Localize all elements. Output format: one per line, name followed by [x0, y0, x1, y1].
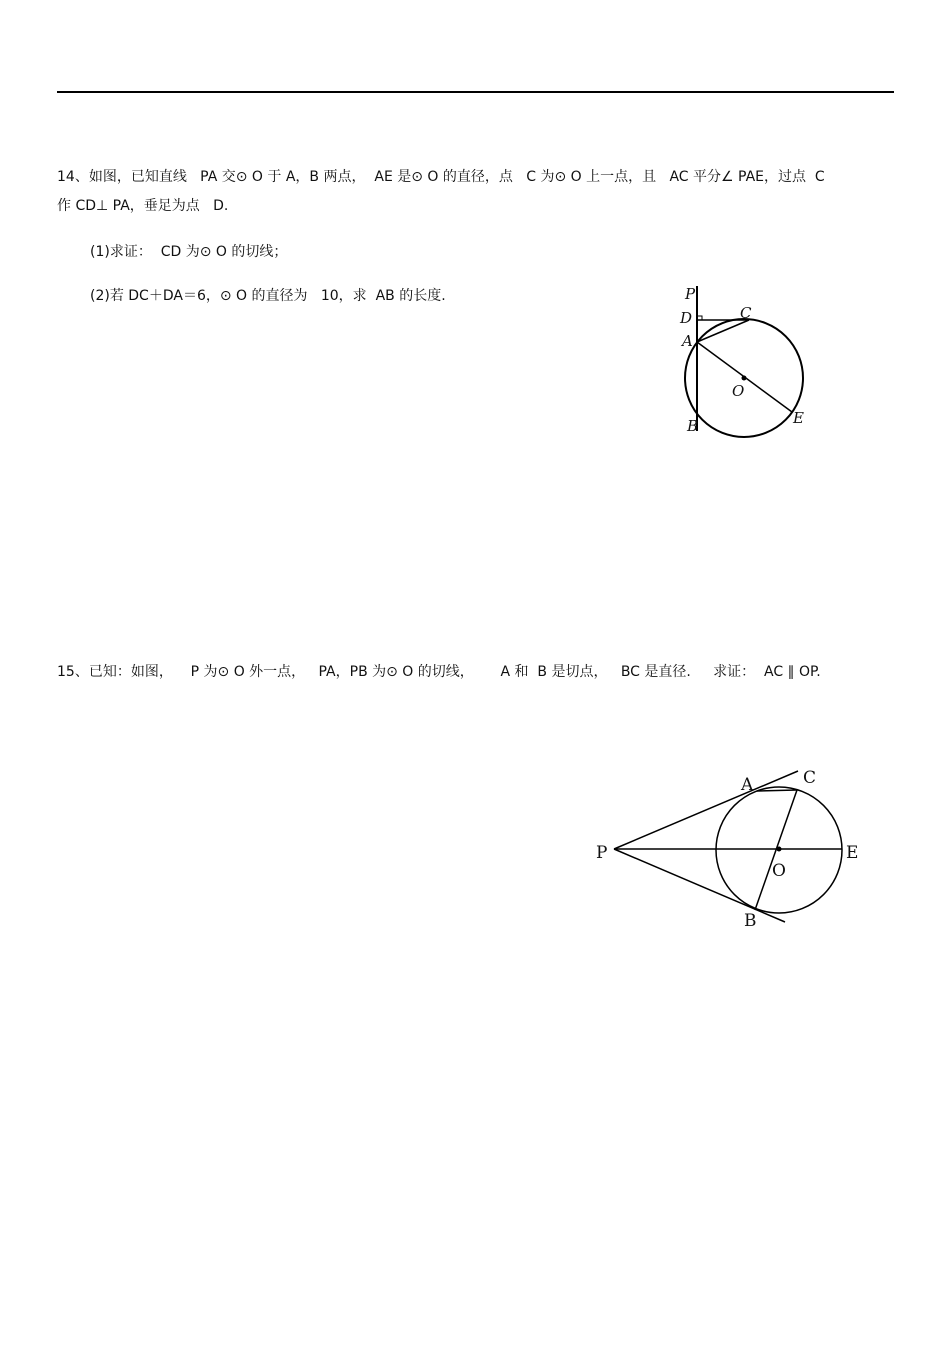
- q14-label-a: A: [682, 332, 693, 350]
- q14-label-p: P: [685, 285, 696, 303]
- q14-text-line1: 14、如图，已知直线 PA 交⊙ O 于 A，B 两点， AE 是⊙ O 的直径，点 C 为⊙ O 上一点，且 AC 平分∠ PAE，过点 C: [57, 169, 825, 185]
- q15-tangent-pb: [614, 849, 785, 922]
- q15-label-c: C: [803, 768, 817, 788]
- q14-label-d: D: [680, 309, 693, 327]
- q15-diameter-bc: [755, 790, 797, 910]
- q15-tangent-pa: [614, 771, 798, 849]
- q14-part2: (2)若 DC＋DA＝6，⊙ O 的直径为 10，求 AB 的长度.: [90, 288, 446, 304]
- q15-label-a: A: [741, 775, 754, 795]
- q15-label-b: B: [744, 911, 757, 931]
- q14-part1: (1)求证： CD 为⊙ O 的切线；: [90, 244, 288, 260]
- q15-label-o: O: [772, 861, 786, 881]
- q15-chord-ac: [757, 790, 797, 791]
- q14-label-c: C: [740, 304, 752, 322]
- q15-label-p: P: [596, 843, 608, 863]
- q14-label-o: O: [732, 382, 745, 400]
- q14-label-b: B: [687, 417, 699, 435]
- q15-label-e: E: [846, 843, 859, 863]
- q14-figure: [670, 280, 820, 440]
- q15-center-dot: [777, 847, 782, 852]
- q14-label-e: E: [793, 409, 804, 427]
- q15-figure: [590, 760, 870, 935]
- q15-text-line1: 15、已知：如图， P 为⊙ O 外一点， PA，PB 为⊙ O 的切线， A 和 B 是切点， BC 是直径. 求证： AC ∥ OP.: [57, 664, 821, 680]
- q14-text-line2: 作 CD⊥ PA，垂足为点 D.: [57, 198, 229, 214]
- header-rule: [57, 91, 894, 93]
- q14-center-dot: [742, 376, 747, 381]
